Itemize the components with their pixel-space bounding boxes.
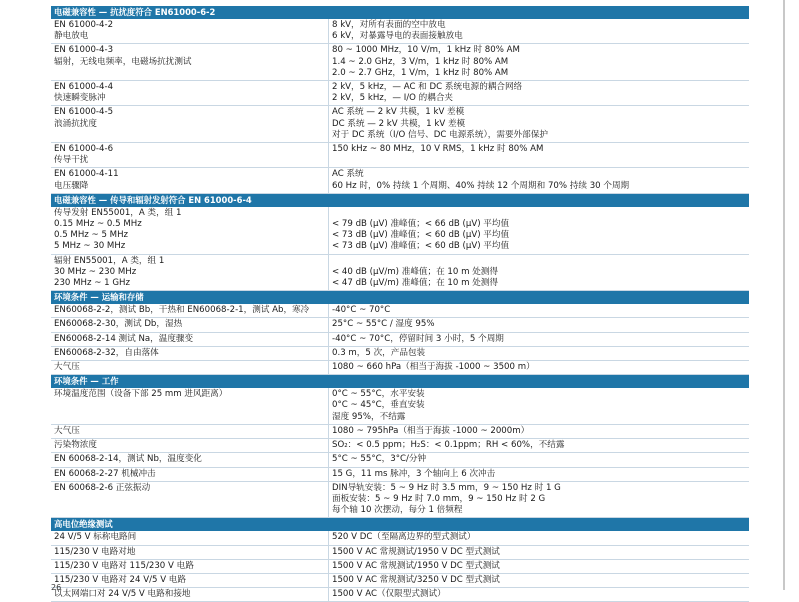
spec-value-line: 1.4 ~ 2.0 GHz，3 V/m，1 kHz 时 80% AM (332, 56, 509, 67)
spec-table (51, 6, 749, 602)
spec-value-line: 每个轴 10 次摆动，每分 1 倍频程 (332, 505, 463, 516)
spec-label-line: EN 61000-4-11 (54, 169, 119, 180)
spec-label-line: 30 MHz ~ 230 MHz (54, 266, 137, 277)
table-row (51, 560, 749, 574)
spec-label-line: 24 V/5 V 标称电路间 (54, 532, 137, 543)
spec-label-cell (51, 468, 328, 481)
spec-value-cell (328, 44, 749, 80)
table-row (51, 81, 749, 106)
table-row (51, 333, 749, 347)
spec-value-line: 2 kV，5 kHz，— AC 和 DC 系统电源的耦合网络 (332, 82, 523, 93)
spec-label-line: 115/230 V 电路对 115/230 V 电路 (54, 560, 194, 571)
spec-label-line: 0.15 MHz ~ 0.5 MHz (54, 219, 142, 230)
spec-value-line: 15 G，11 ms 脉冲，3 个轴向上 6 次冲击 (332, 468, 496, 479)
spec-value-line: 湿度 95%，不结露 (332, 411, 406, 422)
spec-value-line: -40°C ~ 70°C，停留时间 3 小时，5 个周期 (332, 333, 504, 344)
spec-label-line: 大气压 (54, 362, 80, 373)
spec-value-line: 1080 ~ 795hPa（相当于海拔 -1000 ~ 2000m） (332, 425, 530, 436)
spec-value-cell (328, 453, 749, 466)
spec-value-line (332, 256, 749, 267)
table-row (51, 143, 749, 168)
spec-value-cell (328, 347, 749, 360)
section-header: 高电位绝缘测试 (51, 518, 749, 531)
spec-label-line: 大气压 (54, 425, 80, 436)
spec-value-line: 1500 V AC 常规测试/1950 V DC 型式测试 (332, 560, 500, 571)
spec-value-line: AC 系统 — 2 kV 共模，1 kV 差模 (332, 107, 465, 118)
spec-value-line: < 73 dB (μV) 准峰值；< 60 dB (μV) 平均值 (332, 230, 510, 241)
spec-value-line: DIN导轨安装：5 ~ 9 Hz 时 3.5 mm，9 ~ 150 Hz 时 1 G (332, 482, 561, 493)
spec-label-line: 快速瞬变脉冲 (54, 93, 106, 104)
spec-value-cell (328, 439, 749, 452)
spec-label-cell (51, 106, 328, 142)
spec-label-line: EN60068-2-2，测试 Bb，干热和 EN60068-2-1，测试 Ab，寒冷 (54, 305, 310, 316)
spec-value-line: 60 Hz 时，0% 持续 1 个周期、40% 持续 12 个周期和 70% 持续 30 个周期 (332, 180, 630, 191)
spec-label-line: EN 61000-4-6 (54, 144, 114, 155)
spec-value-cell (328, 168, 749, 192)
table-row (51, 546, 749, 560)
spec-value-cell (328, 588, 749, 601)
spec-value-line: 150 kHz ~ 80 MHz，10 V RMS，1 kHz 时 80% AM (332, 144, 544, 155)
spec-label-cell (51, 81, 328, 105)
spec-label-cell (51, 304, 328, 317)
spec-label-line: 115/230 V 电路对 24 V/5 V 电路 (54, 574, 186, 585)
section-header: 电磁兼容性 — 传导和辐射发射符合 EN 61000-6-4 (51, 194, 749, 207)
section-rows (51, 207, 749, 291)
spec-label-line: 污染物浓度 (54, 440, 97, 451)
table-row (51, 304, 749, 318)
spec-value-cell (328, 106, 749, 142)
spec-value-cell (328, 560, 749, 573)
spec-value-line: 1500 V AC 常规测试/3250 V DC 型式测试 (332, 574, 500, 585)
spec-value-cell (328, 468, 749, 481)
spec-label-line: 115/230 V 电路对地 (54, 546, 136, 557)
spec-label-cell (51, 168, 328, 192)
section-header: 环境条件 — 运输和存储 (51, 291, 749, 304)
table-row (51, 531, 749, 545)
spec-label-cell (51, 207, 328, 254)
spec-label-cell (51, 19, 328, 43)
spec-value-line: 0.3 m，5 次，产品包装 (332, 347, 426, 358)
table-row (51, 168, 749, 193)
spec-label-line: 浪涌抗扰度 (54, 118, 97, 129)
spec-value-line: 520 V DC（至隔离边界的型式测试） (332, 532, 476, 543)
spec-value-line: 6 kV，对暴露导电的表面接触放电 (332, 31, 463, 42)
spec-label-line: 辐射，无线电频率，电磁场抗扰测试 (54, 56, 192, 67)
spec-label-cell (51, 482, 328, 518)
spec-label-cell (51, 44, 328, 80)
spec-value-line (332, 208, 749, 219)
table-row (51, 388, 749, 425)
spec-label-cell (51, 255, 328, 291)
spec-value-line: SO₂：< 0.5 ppm；H₂S：< 0.1ppm；RH < 60%，不结露 (332, 440, 565, 451)
spec-label-line: 0.5 MHz ~ 5 MHz (54, 230, 129, 241)
spec-value-line: -40°C ~ 70°C (332, 305, 391, 316)
page-edge-rule (783, 0, 785, 590)
spec-label-line: EN 61000-4-2 (54, 20, 114, 30)
section-header: 电磁兼容性 — 抗扰度符合 EN61000-6-2 (51, 6, 749, 19)
page-number: 26 (51, 583, 62, 592)
table-row (51, 19, 749, 44)
table-row (51, 318, 749, 332)
spec-value-cell (328, 531, 749, 544)
spec-value-cell (328, 81, 749, 105)
table-row (51, 347, 749, 361)
spec-label-line: EN60068-2-14 测试 Na，温度骤变 (54, 333, 194, 344)
spec-label-cell (51, 388, 328, 424)
spec-label-line: 以太网端口对 24 V/5 V 电路和接地 (54, 589, 191, 600)
spec-label-cell (51, 361, 328, 374)
table-row (51, 574, 749, 588)
spec-label-line: EN 60068-2-6 正弦振动 (54, 482, 151, 493)
spec-label-line: EN 61000-4-5 (54, 107, 114, 118)
spec-value-cell (328, 482, 749, 518)
spec-value-line: 5°C ~ 55°C，3°C/分钟 (332, 454, 427, 465)
spec-label-line: EN60068-2-32，自由落体 (54, 347, 159, 358)
table-row (51, 482, 749, 519)
spec-label-line: EN 60068-2-14，测试 Nb，温度变化 (54, 454, 202, 465)
spec-value-line: 2.0 ~ 2.7 GHz，1 V/m，1 kHz 时 80% AM (332, 67, 509, 78)
spec-value-cell (328, 318, 749, 331)
section-rows (51, 388, 749, 518)
spec-value-line: < 47 dB (μV/m) 准峰值；在 10 m 处测得 (332, 278, 498, 289)
spec-value-cell (328, 143, 749, 167)
spec-value-cell (328, 574, 749, 587)
spec-label-line: 5 MHz ~ 30 MHz (54, 241, 126, 252)
spec-label-line: EN 61000-4-3 (54, 45, 114, 56)
spec-label-cell (51, 546, 328, 559)
section-rows (51, 19, 749, 194)
table-row (51, 468, 749, 482)
spec-value-cell (328, 255, 749, 291)
spec-value-line: 8 kV，对所有表面的空中放电 (332, 20, 446, 30)
spec-value-line: < 73 dB (μV) 准峰值；< 60 dB (μV) 平均值 (332, 241, 510, 252)
table-row (51, 588, 749, 602)
spec-label-line: 静电放电 (54, 31, 89, 42)
spec-label-line: 电压骤降 (54, 180, 89, 191)
spec-label-line: EN60068-2-30，测试 Db，湿热 (54, 319, 183, 330)
spec-value-line: 1500 V AC 常规测试/1950 V DC 型式测试 (332, 546, 500, 557)
spec-value-line: 1080 ~ 660 hPa（相当于海拔 -1000 ~ 3500 m） (332, 362, 535, 373)
spec-label-cell (51, 574, 328, 587)
table-row (51, 361, 749, 375)
spec-label-line: 环境温度范围（设备下部 25 mm 进风距离） (54, 389, 228, 400)
spec-value-line: DC 系统 — 2 kV 共模，1 kV 差模 (332, 118, 466, 129)
section-rows (51, 531, 749, 602)
spec-value-cell (328, 304, 749, 317)
spec-value-line: 1500 V AC（仅限型式测试） (332, 589, 446, 600)
spec-value-line: 0°C ~ 45°C，垂直安装 (332, 400, 425, 411)
spec-value-line: < 40 dB (μV/m) 准峰值；在 10 m 处测得 (332, 266, 498, 277)
spec-value-cell (328, 388, 749, 424)
table-row (51, 255, 749, 292)
spec-label-line: 传导干扰 (54, 155, 89, 166)
spec-label-cell (51, 453, 328, 466)
spec-value-cell (328, 333, 749, 346)
spec-label-line: 传导发射 EN55001，A 类，组 1 (54, 207, 182, 218)
spec-label-cell (51, 425, 328, 438)
table-row (51, 106, 749, 143)
spec-value-cell (328, 361, 749, 374)
spec-value-cell (328, 19, 749, 43)
spec-value-line: 2 kV，5 kHz，— I/O 的耦合夹 (332, 93, 454, 104)
spec-label-cell (51, 588, 328, 601)
table-row (51, 207, 749, 255)
table-row (51, 453, 749, 467)
spec-value-line: 25°C ~ 55°C / 湿度 95% (332, 319, 435, 330)
spec-label-line: EN 61000-4-4 (54, 82, 114, 93)
spec-label-line: EN 60068-2-27 机械冲击 (54, 468, 156, 479)
spec-value-line: 80 ~ 1000 MHz，10 V/m，1 kHz 时 80% AM (332, 45, 520, 56)
spec-value-line: 0°C ~ 55°C，水平安装 (332, 389, 425, 400)
spec-value-cell (328, 207, 749, 254)
table-row (51, 425, 749, 439)
spec-label-line: 230 MHz ~ 1 GHz (54, 278, 131, 289)
section-rows (51, 304, 749, 375)
spec-label-cell (51, 439, 328, 452)
spec-value-line: AC 系统 (332, 169, 364, 180)
section-header: 环境条件 — 工作 (51, 375, 749, 388)
spec-label-cell (51, 347, 328, 360)
spec-label-cell (51, 143, 328, 167)
spec-value-line: < 79 dB (μV) 准峰值；< 66 dB (μV) 平均值 (332, 219, 510, 230)
spec-label-cell (51, 560, 328, 573)
spec-label-cell (51, 333, 328, 346)
table-row (51, 439, 749, 453)
spec-label-cell (51, 318, 328, 331)
spec-value-line: 对于 DC 系统（I/O 信号、DC 电源系统），需要外部保护 (332, 129, 548, 140)
spec-label-cell (51, 531, 328, 544)
spec-value-cell (328, 546, 749, 559)
spec-label-line: 辐射 EN55001，A 类，组 1 (54, 255, 165, 266)
table-row (51, 44, 749, 81)
spec-value-cell (328, 425, 749, 438)
spec-value-line: 面板安装：5 ~ 9 Hz 时 7.0 mm，9 ~ 150 Hz 时 2 G (332, 493, 546, 504)
